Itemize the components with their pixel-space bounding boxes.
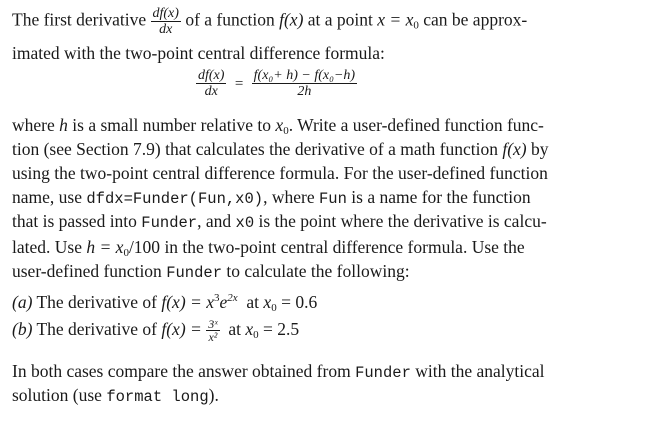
- math-fx: f(x): [502, 139, 527, 159]
- math-fx: f(x): [279, 9, 304, 30]
- math-x-eq: x = x: [377, 9, 414, 30]
- text-line-13: [12, 360, 545, 384]
- text: ).: [208, 385, 219, 405]
- fraction-denominator: 2h: [297, 84, 312, 99]
- math-h: h: [86, 237, 96, 257]
- formula-rhs: [252, 68, 357, 99]
- text: in the two-point central difference formula. Use the: [164, 237, 525, 257]
- text: at a point: [307, 9, 373, 30]
- code-snippet: Fun: [318, 190, 347, 208]
- formula-lhs: [196, 68, 226, 99]
- fraction-denominator: x²: [208, 330, 218, 345]
- subscript: 0: [271, 302, 277, 314]
- text-line-2: imated with the two-point central difference formula:: [12, 43, 385, 63]
- text-line-6: using the two-point central difference formula. For the user-defined function: [12, 163, 548, 183]
- math-x0: x: [245, 319, 254, 339]
- text: solution (use: [12, 385, 102, 405]
- text: by: [531, 139, 549, 159]
- math-e: e: [219, 292, 228, 312]
- text: is a small number relative to: [72, 115, 272, 135]
- text: where: [12, 115, 55, 135]
- fraction-numerator: df(x): [198, 68, 225, 83]
- text: of a function: [185, 9, 275, 30]
- item-b: [12, 318, 299, 346]
- math-eq: = x: [99, 237, 124, 257]
- code-snippet: x0: [235, 214, 255, 232]
- math-h: h: [59, 115, 68, 135]
- code-snippet: Funder: [355, 364, 411, 382]
- item-label: (b): [12, 319, 33, 339]
- text-line-5: [12, 138, 549, 160]
- central-difference-formula: [196, 68, 357, 99]
- code-snippet: Funder: [166, 264, 222, 282]
- fraction-numerator: 3ˣ: [208, 317, 218, 332]
- text: at: [228, 319, 241, 339]
- superscript: 3: [213, 292, 220, 304]
- text: , and: [197, 211, 232, 231]
- text: user-defined function: [12, 261, 162, 281]
- fraction-denominator: dx: [159, 22, 173, 37]
- item-label: (a): [12, 292, 33, 312]
- subscript: 0: [123, 247, 129, 259]
- fraction-numerator: f(x₀+ h) − f(x₀−h): [253, 68, 356, 83]
- math-eq: = x: [190, 292, 214, 312]
- math-x0: x: [275, 115, 284, 135]
- math-fx: f(x): [161, 319, 186, 339]
- text: The derivative of: [36, 292, 157, 312]
- math-value: = 2.5: [263, 319, 300, 339]
- code-snippet: Funder: [141, 214, 198, 232]
- text: can be approx-: [423, 9, 528, 30]
- math-div: /100: [128, 237, 161, 257]
- text: at: [246, 292, 260, 312]
- text-line-7: [12, 186, 531, 210]
- text: is the point where the derivative is calcu-: [258, 211, 547, 231]
- text: lated. Use: [12, 237, 82, 257]
- text: with the analytical: [415, 361, 545, 381]
- code-snippet: dfdx=Funder(Fun,x0): [86, 190, 264, 208]
- subscript: 0: [253, 329, 259, 341]
- subscript: 0: [283, 125, 289, 137]
- text-line-14: [12, 384, 219, 408]
- math-value: = 0.6: [281, 292, 318, 312]
- derivative-fraction: [151, 6, 181, 37]
- code-snippet: format long: [106, 388, 209, 406]
- fraction-3x-over-x2: [206, 318, 219, 343]
- text: name, use: [12, 187, 82, 207]
- text: . Write a user-defined function func-: [288, 115, 544, 135]
- text: that is passed into: [12, 211, 137, 231]
- math-fx: f(x): [161, 292, 186, 312]
- text-line-1: [12, 6, 527, 37]
- math-x0: x: [263, 292, 272, 312]
- fraction-numerator: df(x): [152, 6, 179, 21]
- text-line-10: [12, 260, 410, 284]
- equals-sign: =: [234, 75, 244, 92]
- text-line-8: [12, 210, 547, 234]
- text: is a name for the function: [351, 187, 531, 207]
- text: In both cases compare the answer obtained from: [12, 361, 351, 381]
- text: to calculate the following:: [226, 261, 410, 281]
- text: The first derivative: [12, 9, 147, 30]
- text: , where: [263, 187, 315, 207]
- superscript: 2x: [227, 292, 238, 304]
- fraction-denominator: dx: [204, 84, 218, 99]
- item-a: [12, 287, 317, 319]
- subscript: 0: [413, 19, 419, 32]
- text: tion (see Section 7.9) that calculates the derivative of a math function: [12, 139, 498, 159]
- math-eq: =: [190, 319, 202, 339]
- text: The derivative of: [36, 319, 157, 339]
